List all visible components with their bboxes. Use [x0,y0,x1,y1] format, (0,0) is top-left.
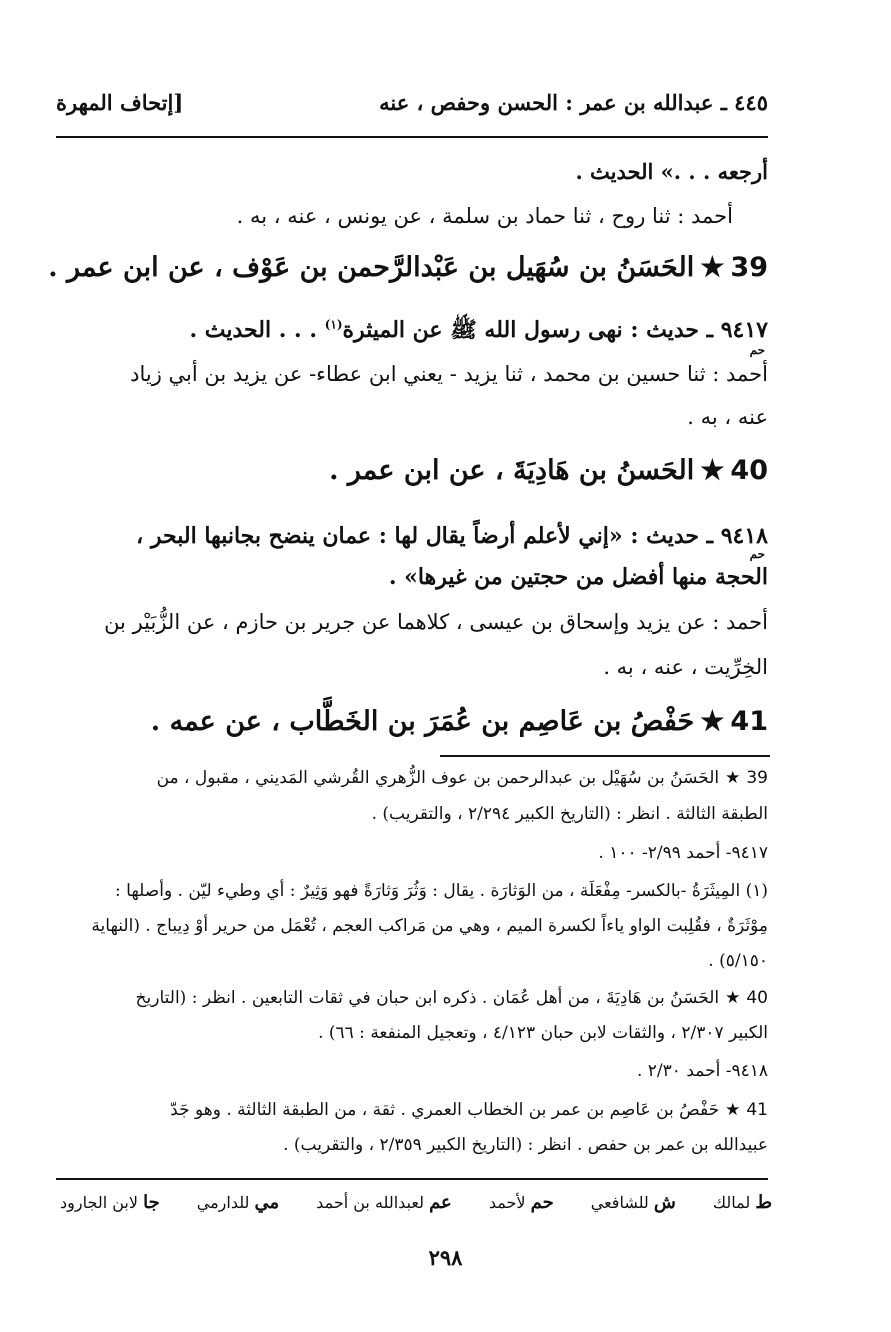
abbreviation-code: مي [254,1192,280,1213]
abbreviation [489,1192,554,1213]
star-icon: ★ [700,706,725,737]
footnote-number: 41 [746,1100,768,1120]
abbreviation-code: ط [755,1192,772,1213]
footnote-reference: (١) [324,317,343,332]
source-mark: حم [749,547,765,561]
book-title: [إتحاف المهرة [56,89,184,115]
isnad-line: أحمد : ثنا روح ، ثنا حماد بن سلمة ، عن يونس ، عنه ، به . [236,204,733,228]
star-icon: ★ [700,252,725,283]
footnote-number: 39 [746,768,768,788]
isnad-line: الخِرِّيت ، عنه ، به . [603,655,768,679]
footnote-text: الطبقة الثالثة . انظر : (التاريخ الكبير ٢/٢٩٤ ، والتقريب) . [371,804,768,824]
narrator-name: الحَسنُ بن هَادِيَةَ ، عن ابن عمر . [329,455,695,486]
abbreviation [316,1192,452,1213]
narrator-number: 39 [730,252,768,283]
text-line: أرجعه . . .» الحديث . [575,159,768,184]
footnote-text: عبيدالله بن عمر بن حفص . انظر : (التاريخ الكبير ٢/٣٥٩ ، والتقريب) . [283,1135,768,1155]
narrator-heading-39 [48,250,768,285]
abbreviation [60,1192,160,1213]
abbreviation-label: لعبدالله بن أحمد [316,1193,424,1212]
footnote-text: الحَسَنُ بن هَادِيَةَ ، من أهل عُمَان . ذكره ابن حبان في ثقات التابعين . انظر : (التاريخ [135,988,720,1008]
star-icon: ★ [725,768,741,788]
narrator-name: الحَسَنُ بن سُهَيل بن عَبْدالرَّحمن بن عَوْف ، عن ابن عمر . [48,252,695,283]
abbreviation-label: للدارمي [196,1193,250,1212]
abbreviation-label: للشافعي [590,1193,649,1212]
abbreviation [591,1192,676,1213]
star-icon: ★ [725,1100,741,1120]
footnote-text: الكبير ٢/٣٠٧ ، والثقات لابن حبان ٤/١٢٣ ، وتعجيل المنفعة : ٦٦) . [318,1023,768,1043]
abbreviation-code: ش [653,1192,676,1213]
isnad-line: أحمد : عن يزيد وإسحاق بن عيسى ، كلاهما عن جرير بن حازم ، عن الزُّبَيْر بن [104,610,768,634]
abbreviation [713,1192,772,1213]
footnote-text: ٥/١٥٠) . [708,951,768,971]
footnote-41 [170,1099,768,1122]
hadith-text-end: . . . الحديث . [189,317,325,343]
footnote-text: حَفْصُ بن عَاصِم بن عمر بن الخطاب العمري . ثقة ، من الطبقة الثالثة . وهو جَدّ [170,1100,720,1120]
hadith-heading-9418: ٩٤١٨ ـ حديث : «إني لأعلم أرضاً يقال لها : عمان ينضح بجانبها البحر ، [136,523,768,549]
abbreviation-label: لأحمد [488,1193,526,1212]
footnote-9417: ٩٤١٧- أحمد ٢/٩٩- ١٠٠ . [598,843,768,863]
narrator-name: حَفْصُ بن عَاصِم بن عُمَرَ بن الخَطَّاب ، عن عمه . [150,706,695,737]
source-mark: حم [749,343,765,357]
abbreviation-code: عم [429,1192,452,1213]
footnote-1: (١) المِيثَرَةُ -بالكسر- مِفْعَلَة ، من الوَثارَة . يقال : وَثُرَ وَثارَةً فهو وَثِيرٌ : أي وطيء ليّن . وأصلها : [115,881,768,901]
star-icon: ★ [725,988,741,1008]
footnote-text: مِوْثَرَةٌ ، فقُلِبت الواو ياءاً لكسرة الميم ، وهي من مَراكب العجم ، تُعْمَل من حرير أوْ دِيباج . (النهاية [91,916,768,936]
abbreviations-divider [56,1178,768,1180]
footnote-number: 40 [746,988,768,1008]
footnote-9418: ٩٤١٨- أحمد ٢/٣٠ . [636,1061,768,1081]
footnote-39 [157,767,768,790]
footnote-divider [440,755,770,757]
chapter-heading: ٤٤٥ ـ عبدالله بن عمر : الحسن وحفص ، عنه [379,89,768,115]
hadith-heading-9417 [189,316,768,345]
star-icon: ★ [700,455,725,486]
abbreviation-code: جا [143,1192,160,1213]
abbreviation-label: لابن الجارود [60,1193,138,1212]
footnote-40 [136,987,768,1010]
narrator-number: 41 [730,706,768,737]
hadith-text: ٩٤١٧ ـ حديث : نهى رسول الله ﷺ عن الميثرة [342,317,768,343]
narrator-heading-41 [151,704,768,739]
page-number: ٢٩٨ [428,1245,463,1270]
abbreviation-label: لمالك [712,1193,751,1212]
footnote-text: الحَسَنُ بن سُهَيْل بن عبدالرحمن بن عوف الزُّهري القُرشي المَديني ، مقبول ، من [156,768,720,788]
narrator-heading-40 [329,453,768,488]
abbreviation [197,1192,279,1213]
abbreviations-key [60,1192,772,1213]
header-divider [56,136,768,138]
narrator-number: 40 [730,455,768,486]
isnad-line: عنه ، به . [687,405,768,429]
isnad-line: أحمد : ثنا حسين بن محمد ، ثنا يزيد - يعني ابن عطاء- عن يزيد بن أبي زياد [130,362,768,386]
hadith-text: الحجة منها أفضل من حجتين من غيرها» . [388,564,768,590]
abbreviation-code: حم [530,1192,554,1213]
running-header [56,82,768,122]
